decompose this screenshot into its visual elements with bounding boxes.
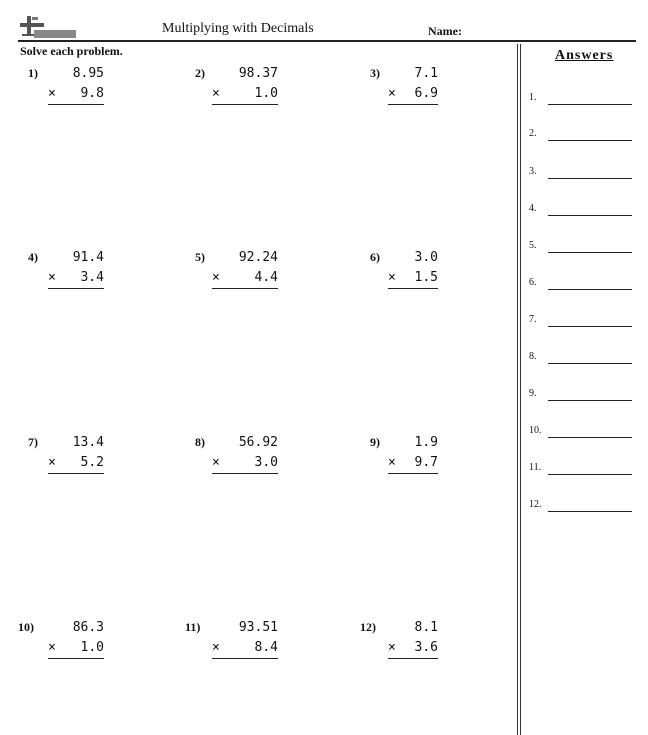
problem-3 — [370, 66, 450, 126]
multiplicand: 13.4 — [72, 435, 104, 450]
problem-11 — [185, 620, 280, 680]
answer-column-divider — [517, 44, 518, 735]
times-sign: × — [212, 270, 220, 285]
problem-12 — [360, 620, 440, 680]
answer-rule — [48, 104, 104, 105]
answer-blank-line[interactable] — [548, 363, 632, 364]
answer-number: 3. — [529, 166, 537, 177]
answer-rule — [388, 104, 438, 105]
instructions: Solve each problem. — [20, 44, 123, 58]
name-label: Name: — [428, 24, 462, 38]
answer-rule — [388, 288, 438, 289]
answer-blank-line[interactable] — [548, 511, 632, 512]
answer-blank-line[interactable] — [548, 215, 632, 216]
multiplicand: 7.1 — [414, 66, 438, 81]
problem-number: 8) — [195, 435, 205, 449]
problem-number: 7) — [28, 435, 38, 449]
answer-number: 4. — [529, 203, 537, 214]
multiplicand: 91.4 — [72, 250, 104, 265]
multiplier: 1.0 — [254, 86, 278, 101]
answer-rule — [388, 473, 438, 474]
problem-2 — [195, 66, 290, 126]
problem-number: 12) — [360, 620, 376, 634]
answer-column-divider-inner — [520, 44, 521, 735]
multiplicand: 3.0 — [414, 250, 438, 265]
problem-number: 11) — [185, 620, 201, 634]
multiplicand: 92.24 — [238, 250, 278, 265]
answer-rule — [212, 288, 278, 289]
problem-8 — [195, 435, 290, 495]
answers-heading: Answers — [555, 48, 614, 63]
multiplier: 3.0 — [254, 455, 278, 470]
logo-icon — [18, 14, 78, 40]
answer-rule — [212, 104, 278, 105]
times-sign: × — [48, 640, 56, 655]
problem-number: 2) — [195, 66, 205, 80]
problem-number: 5) — [195, 250, 205, 264]
answer-blank-line[interactable] — [548, 289, 632, 290]
times-sign: × — [48, 455, 56, 470]
answer-blank-line[interactable] — [548, 140, 632, 141]
times-sign: × — [48, 270, 56, 285]
multiplicand: 93.51 — [238, 620, 278, 635]
problem-10 — [18, 620, 106, 680]
answer-blank-line[interactable] — [548, 252, 632, 253]
answer-blank-line[interactable] — [548, 104, 632, 105]
answer-number: 5. — [529, 240, 537, 251]
times-sign: × — [212, 455, 220, 470]
answer-rule — [212, 473, 278, 474]
answer-number: 10. — [529, 425, 542, 436]
times-sign: × — [212, 86, 220, 101]
answer-number: 9. — [529, 388, 537, 399]
problem-number: 6) — [370, 250, 380, 264]
answer-blank-line[interactable] — [548, 400, 632, 401]
multiplier: 5.2 — [80, 455, 104, 470]
times-sign: × — [48, 86, 56, 101]
answer-blank-line[interactable] — [548, 326, 632, 327]
page-title: Multiplying with Decimals — [162, 21, 314, 36]
answer-number: 11. — [529, 462, 542, 473]
multiplicand: 98.37 — [238, 66, 278, 81]
answer-rule — [212, 658, 278, 659]
multiplier: 9.7 — [414, 455, 438, 470]
answer-rule — [48, 288, 104, 289]
problem-number: 3) — [370, 66, 380, 80]
multiplicand: 86.3 — [72, 620, 104, 635]
multiplier: 4.4 — [254, 270, 278, 285]
answer-number: 2. — [529, 128, 537, 139]
answer-blank-line[interactable] — [548, 437, 632, 438]
problem-9 — [370, 435, 450, 495]
problem-5 — [195, 250, 290, 310]
times-sign: × — [388, 640, 396, 655]
answer-number: 8. — [529, 351, 537, 362]
answer-blank-line[interactable] — [548, 474, 632, 475]
multiplier: 1.5 — [414, 270, 438, 285]
answer-number: 1. — [529, 92, 537, 103]
problem-number: 1) — [28, 66, 38, 80]
multiplier: 3.6 — [414, 640, 438, 655]
answer-rule — [48, 658, 104, 659]
multiplicand: 8.1 — [414, 620, 438, 635]
problem-number: 10) — [18, 620, 34, 634]
times-sign: × — [388, 270, 396, 285]
multiplier: 6.9 — [414, 86, 438, 101]
answer-blank-line[interactable] — [548, 178, 632, 179]
multiplicand: 56.92 — [238, 435, 278, 450]
times-sign: × — [388, 455, 396, 470]
multiplier: 1.0 — [80, 640, 104, 655]
problem-4 — [28, 250, 116, 310]
multiplicand: 8.95 — [72, 66, 104, 81]
problem-7 — [28, 435, 116, 495]
times-sign: × — [212, 640, 220, 655]
problem-number: 9) — [370, 435, 380, 449]
times-sign: × — [388, 86, 396, 101]
multiplier: 3.4 — [80, 270, 104, 285]
problem-1 — [28, 66, 116, 126]
answer-rule — [388, 658, 438, 659]
multiplier: 9.8 — [80, 86, 104, 101]
answer-number: 12. — [529, 499, 542, 510]
answer-rule — [48, 473, 104, 474]
multiplier: 8.4 — [254, 640, 278, 655]
answer-number: 6. — [529, 277, 537, 288]
answer-number: 7. — [529, 314, 537, 325]
multiplicand: 1.9 — [414, 435, 438, 450]
problem-6 — [370, 250, 450, 310]
problem-number: 4) — [28, 250, 38, 264]
header-rule — [18, 40, 636, 42]
